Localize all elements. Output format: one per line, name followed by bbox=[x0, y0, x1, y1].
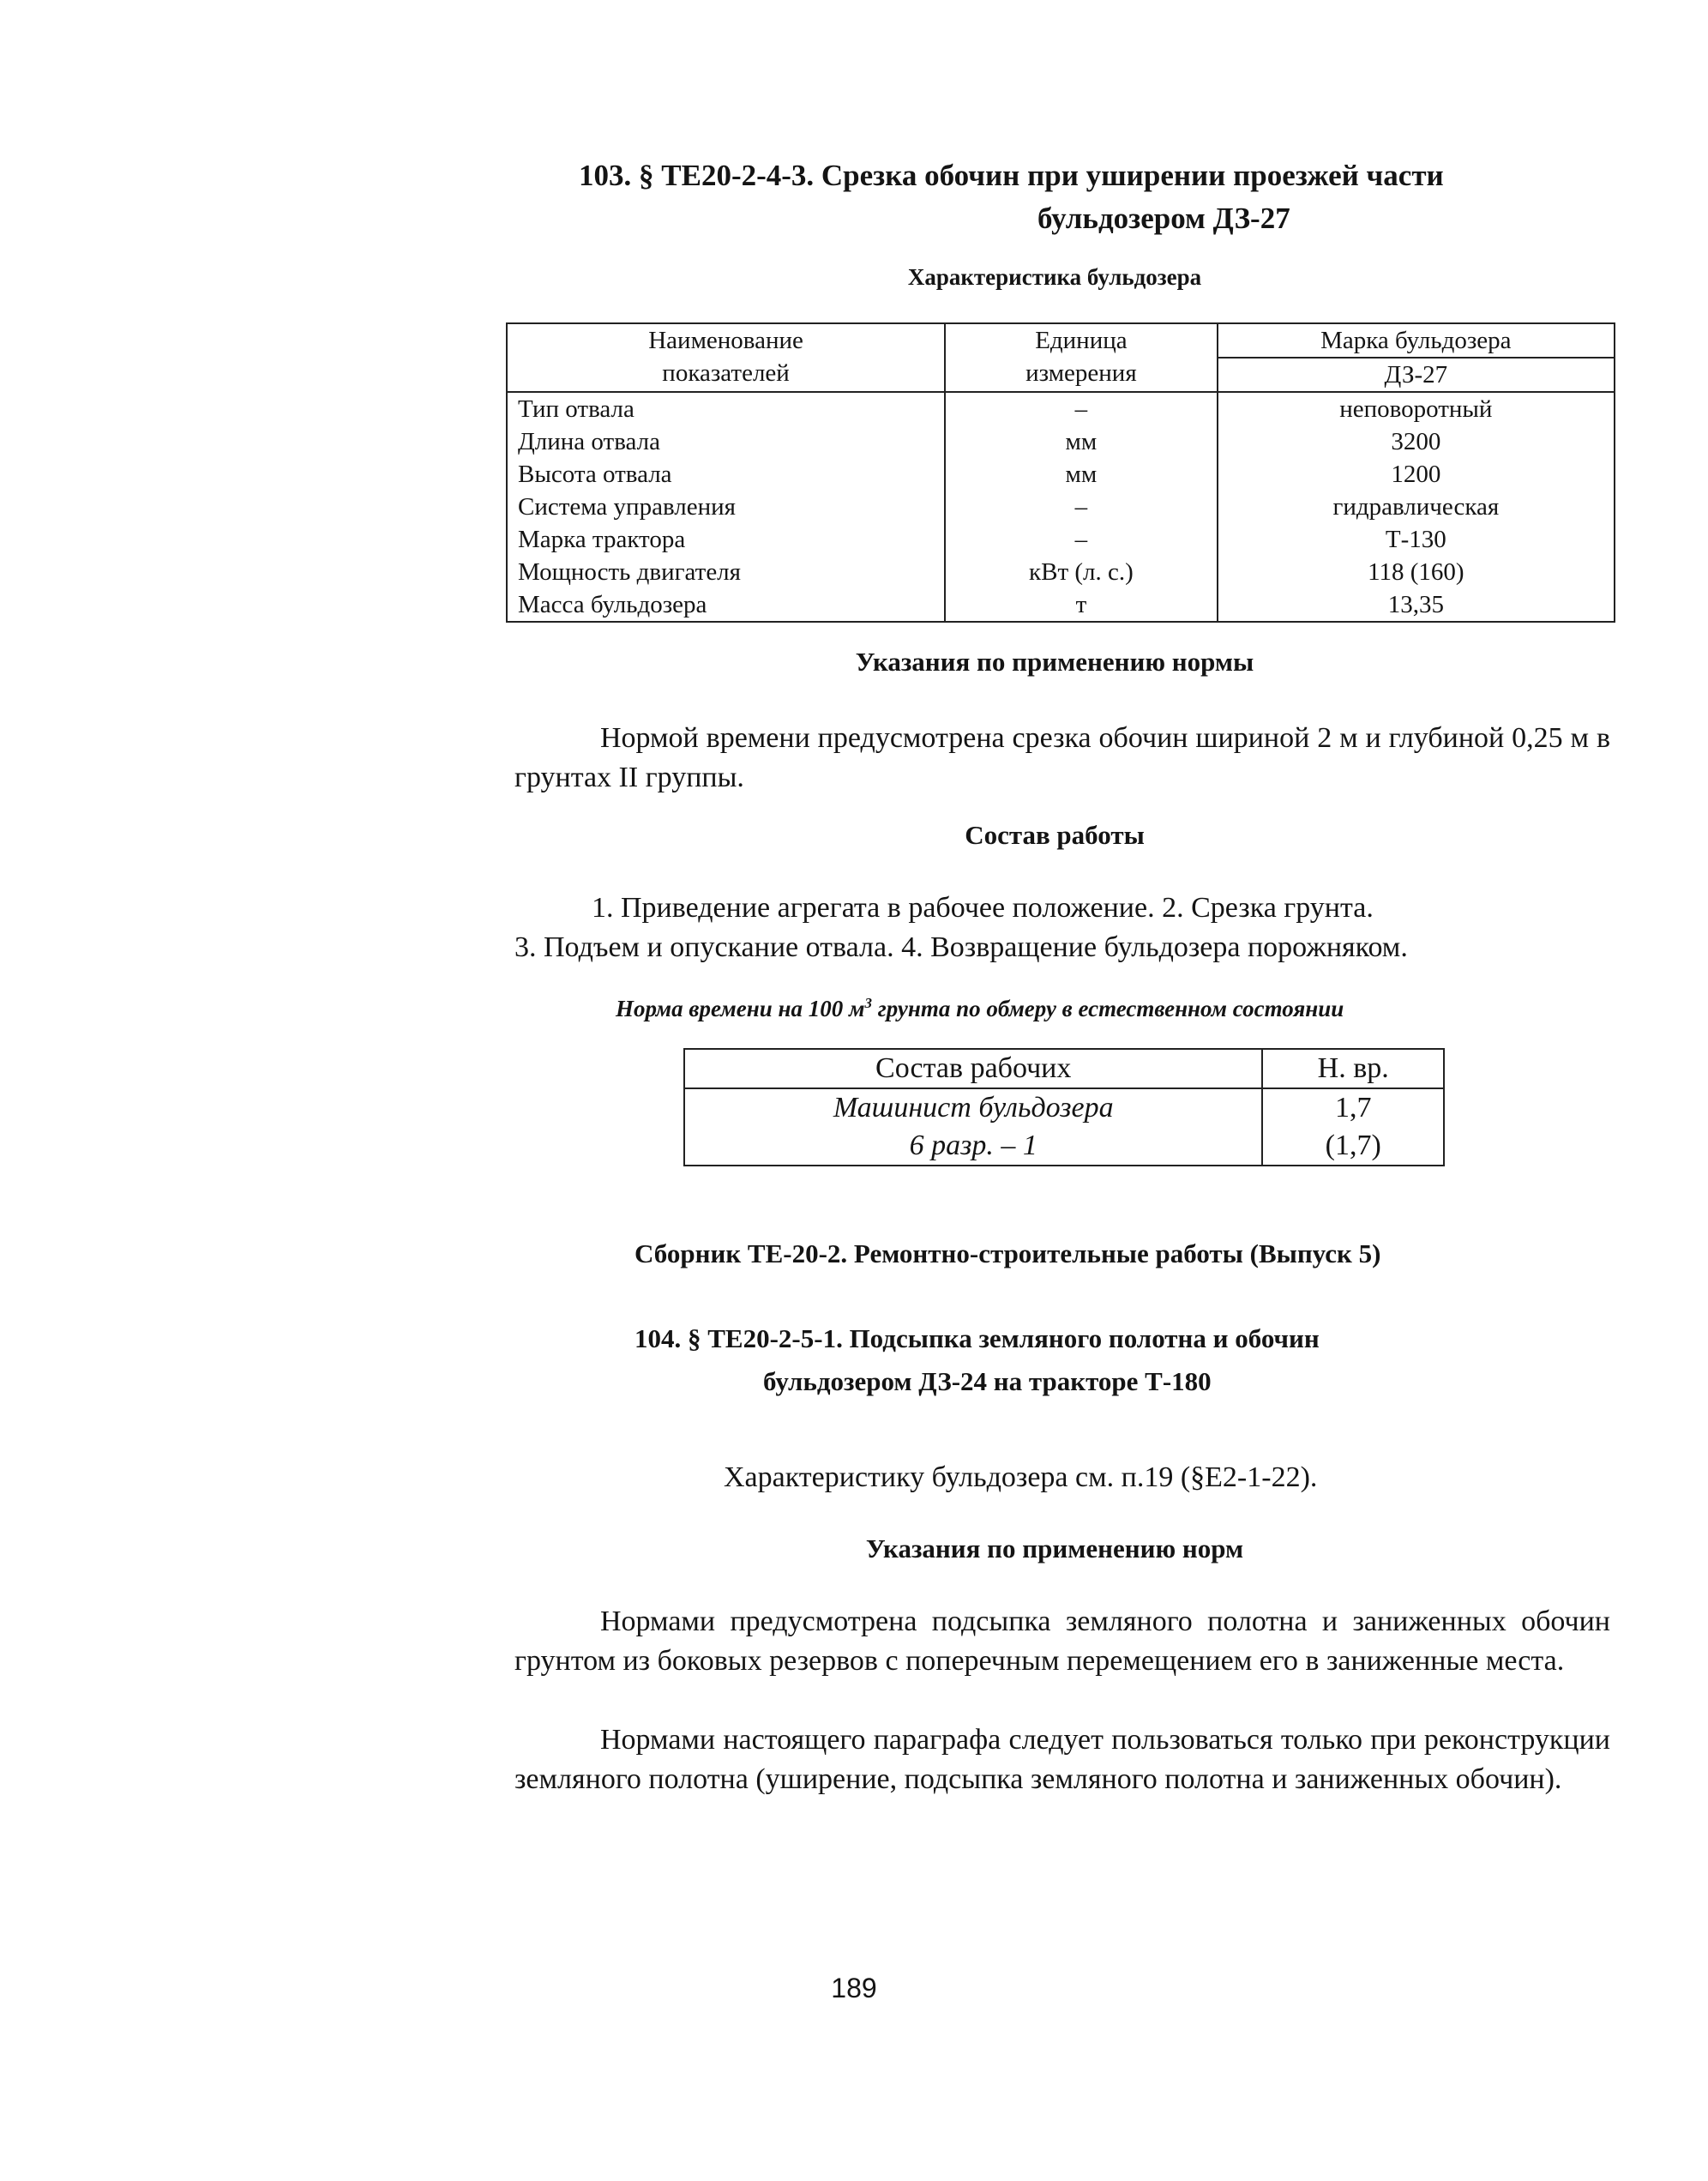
spec-table-caption: Характеристика бульдозера bbox=[907, 264, 1202, 290]
spec-cell-name: Тип отвала bbox=[507, 392, 945, 425]
page-number: 189 bbox=[831, 1973, 877, 2003]
section-104-instructions-heading: Указания по применению норм bbox=[865, 1533, 1244, 1563]
section-104-title-line2: бульдозером ДЗ-24 на тракторе Т-180 bbox=[763, 1366, 1212, 1396]
work-composition-line2: 3. Подъем и опускание отвала. 4. Возвращение бульдозера порожняком. bbox=[514, 931, 1408, 963]
norm-crew-line1: Машинист бульдозера bbox=[684, 1088, 1262, 1127]
spec-cell-unit: – bbox=[945, 523, 1218, 556]
spec-header-brand-line1: Марка бульдозера bbox=[1218, 324, 1614, 358]
norm-value-line2: (1,7) bbox=[1262, 1127, 1444, 1166]
table-row bbox=[684, 1088, 1444, 1127]
table-row bbox=[684, 1127, 1444, 1166]
spec-header-brand bbox=[1218, 323, 1615, 392]
collection-heading: Сборник ТЕ-20-2. Ремонтно-строительные работы (Выпуск 5) bbox=[634, 1238, 1381, 1268]
section-104-title bbox=[634, 1317, 1612, 1403]
spec-cell-value: Т-130 bbox=[1218, 523, 1615, 556]
spec-cell-name: Длина отвала bbox=[507, 425, 945, 458]
spec-cell-value: 1200 bbox=[1218, 458, 1615, 491]
spec-cell-name: Система управления bbox=[507, 491, 945, 523]
work-composition-heading: Состав работы bbox=[965, 820, 1145, 850]
norm-caption-text: Норма времени на 100 м bbox=[616, 996, 865, 1021]
table-row bbox=[507, 425, 1615, 458]
table-row bbox=[507, 458, 1615, 491]
norm-header-value: Н. вр. bbox=[1262, 1049, 1444, 1088]
norm-crew-line2: 6 разр. – 1 bbox=[684, 1127, 1262, 1166]
section-103-instructions-text: Нормой времени предусмотрена срезка обочин шириной 2 м и глубиной 0,25 м в грунтах II группы. bbox=[514, 722, 1610, 793]
norm-caption-text-rest: грунта по обмеру в естественном состоянии bbox=[872, 996, 1344, 1021]
spec-cell-name: Высота отвала bbox=[507, 458, 945, 491]
spec-cell-unit: – bbox=[945, 491, 1218, 523]
section-104-para2: Нормами настоящего параграфа следует пользоваться только при реконструкции земляного полотна (уширение, подсыпка земляного полотна и заниженных обочин). bbox=[514, 1724, 1610, 1795]
section-103-title bbox=[579, 154, 1591, 240]
spec-header-unit-line1: Единица bbox=[1035, 327, 1128, 354]
spec-cell-unit: кВт (л. с.) bbox=[945, 556, 1218, 588]
spec-header-brand-line2: ДЗ-27 bbox=[1384, 361, 1448, 389]
work-composition-line1: 1. Приведение агрегата в рабочее положение. 2. Срезка грунта. bbox=[592, 892, 1374, 924]
spec-header-name-line2: показателей bbox=[662, 359, 790, 387]
time-norm-table bbox=[683, 1048, 1445, 1166]
table-row bbox=[507, 588, 1615, 622]
section-103-title-line2: бульдозером ДЗ-27 bbox=[1037, 202, 1290, 235]
norm-header-crew: Состав рабочих bbox=[684, 1049, 1262, 1088]
spec-cell-value: 118 (160) bbox=[1218, 556, 1615, 588]
spec-header-name-line1: Наименование bbox=[648, 327, 803, 354]
spec-cell-value: 13,35 bbox=[1218, 588, 1615, 622]
table-row bbox=[507, 523, 1615, 556]
table-row bbox=[507, 556, 1615, 588]
spec-cell-unit: мм bbox=[945, 425, 1218, 458]
section-104-para1: Нормами предусмотрена подсыпка земляного полотна и заниженных обочин грунтом из боковых резервов с поперечным перемещением его в заниженные места. bbox=[514, 1606, 1610, 1677]
spec-cell-name: Масса бульдозера bbox=[507, 588, 945, 622]
spec-cell-value: 3200 bbox=[1218, 425, 1615, 458]
table-row bbox=[507, 491, 1615, 523]
section-103-title-line1: 103. § ТЕ20-2-4-3. Срезка обочин при уширении проезжей части bbox=[579, 159, 1444, 192]
norm-caption bbox=[616, 995, 1610, 1022]
spec-header-unit bbox=[945, 323, 1218, 392]
spec-cell-unit: мм bbox=[945, 458, 1218, 491]
section-104-reference: Характеристику бульдозера см. п.19 (§Е2-1-22). bbox=[724, 1461, 1318, 1493]
spec-cell-name: Мощность двигателя bbox=[507, 556, 945, 588]
table-row bbox=[507, 392, 1615, 425]
spec-cell-value: неповоротный bbox=[1218, 392, 1615, 425]
section-104-title-line1: 104. § ТЕ20-2-5-1. Подсыпка земляного полотна и обочин bbox=[634, 1323, 1320, 1353]
norm-value-line1: 1,7 bbox=[1262, 1088, 1444, 1127]
spec-header-name bbox=[507, 323, 945, 392]
spec-cell-unit: т bbox=[945, 588, 1218, 622]
spec-cell-name: Марка трактора bbox=[507, 523, 945, 556]
bulldozer-spec-table bbox=[506, 322, 1615, 623]
norm-caption-sup: 3 bbox=[864, 995, 873, 1011]
spec-cell-value: гидравлическая bbox=[1218, 491, 1615, 523]
section-103-instructions-heading: Указания по применению нормы bbox=[855, 647, 1254, 677]
spec-cell-unit: – bbox=[945, 392, 1218, 425]
spec-header-unit-line2: измерения bbox=[1025, 359, 1137, 387]
